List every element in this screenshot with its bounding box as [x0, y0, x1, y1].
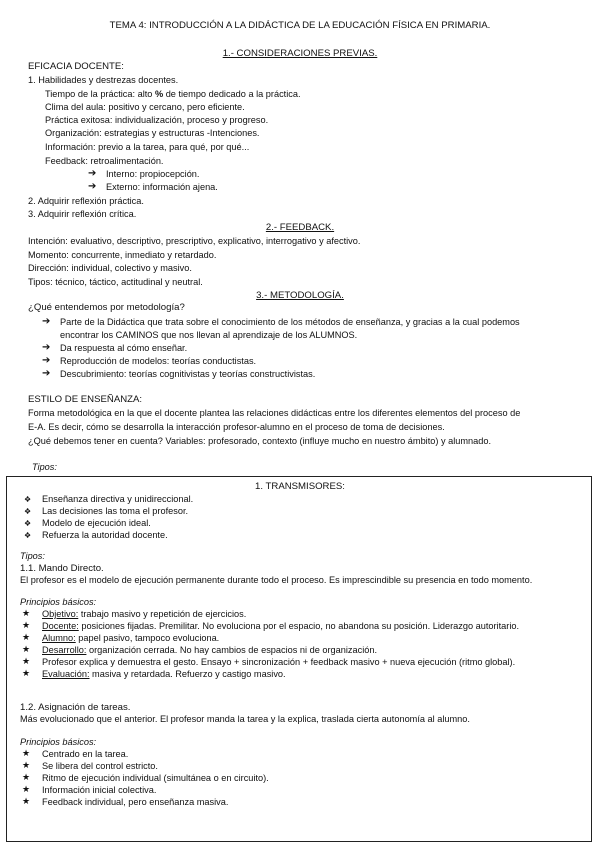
- eficacia-heading: EFICACIA DOCENTE:: [28, 61, 124, 72]
- interno-line: Interno: propiocepción.: [106, 169, 200, 179]
- asignacion-item: Se libera del control estricto.: [42, 761, 158, 771]
- principio-explica: Profesor explica y demuestra el gesto. Ensayo + sincronización + feedback masivo + nueva ejecución (ritmo global).: [42, 657, 516, 667]
- asignacion-item: Feedback individual, pero enseñanza masiva.: [42, 797, 229, 807]
- item-habilidades: 1. Habilidades y destrezas docentes.: [28, 75, 179, 85]
- item-reflexion-practica: 2. Adquirir reflexión práctica.: [28, 196, 144, 206]
- star-icon: ★: [22, 784, 31, 794]
- transmisores-heading: 1. TRANSMISORES:: [255, 481, 345, 492]
- transmisores-item: Modelo de ejecución ideal.: [42, 518, 151, 528]
- section1-heading: 1.- CONSIDERACIONES PREVIAS.: [222, 48, 378, 59]
- metodologia-question: ¿Qué entendemos por metodología?: [28, 302, 185, 313]
- arrow-icon: ➔: [42, 316, 51, 327]
- informacion-line: Información: previo a la tarea, para qué, por qué...: [45, 142, 250, 152]
- star-icon: ★: [22, 620, 31, 630]
- star-icon: ★: [22, 644, 31, 654]
- organizacion-line: Organización: estrategias y estructuras -Intenciones.: [45, 128, 260, 138]
- estilo-line3: ¿Qué debemos tener en cuenta? Variables: profesorado, contexto (influye mucho en nuestro ámbito) y alumnado.: [28, 436, 492, 446]
- tipos-label: Tipos:: [32, 462, 57, 472]
- reproduccion-line: Reproducción de modelos: teorías conductistas.: [60, 356, 257, 366]
- momento-line: Momento: concurrente, inmediato y retardado.: [28, 250, 217, 260]
- estilo-line2: E-A. Es decir, cómo se desarrolla la interacción profesor-alumno en el proceso de toma de decisiones.: [28, 422, 445, 432]
- principios-label: Principios básicos:: [20, 597, 97, 607]
- star-icon: ★: [22, 608, 31, 618]
- principio-desarrollo: Desarrollo: organización cerrada. No hay cambios de espacios ni de organización.: [42, 645, 378, 655]
- metodologia-def-line1: Parte de la Didáctica que trata sobre el conocimiento de los métodos de enseñanza, y gracias a la cual podemos: [60, 317, 520, 327]
- mando-directo-desc: El profesor es el modelo de ejecución permanente durante todo el proceso. Es imprescindible su presencia en todo momento.: [20, 575, 533, 585]
- diamond-icon: ❖: [24, 495, 32, 504]
- item-reflexion-critica: 3. Adquirir reflexión crítica.: [28, 209, 137, 219]
- arrow-icon: ➔: [42, 342, 51, 353]
- arrow-icon: ➔: [88, 168, 97, 179]
- direccion-line: Dirección: individual, colectivo y masivo.: [28, 263, 192, 273]
- mando-directo-heading: 1.1. Mando Directo.: [20, 563, 104, 574]
- document-title: TEMA 4: INTRODUCCIÓN A LA DIDÁCTICA DE LA EDUCACIÓN FÍSICA EN PRIMARIA.: [109, 20, 491, 31]
- principio-alumno: Alumno: papel pasivo, tampoco evoluciona.: [42, 633, 220, 643]
- estilo-heading: ESTILO DE ENSEÑANZA:: [28, 394, 143, 405]
- como-ensenar-line: Da respuesta al cómo enseñar.: [60, 343, 188, 353]
- descubrimiento-line: Descubrimiento: teorías cognitivistas y teorías constructivistas.: [60, 369, 316, 379]
- principio-objetivo: Objetivo: trabajo masivo y repetición de ejercicios.: [42, 609, 247, 619]
- intencion-line: Intención: evaluativo, descriptivo, prescriptivo, explicativo, interrogativo y afectivo.: [28, 236, 361, 246]
- practica-line: Práctica exitosa: individualización, proceso y progreso.: [45, 115, 269, 125]
- principios-label-2: Principios básicos:: [20, 737, 97, 747]
- diamond-icon: ❖: [24, 519, 32, 528]
- arrow-icon: ➔: [42, 368, 51, 379]
- metodologia-def-line2: encontrar los CAMINOS que nos llevan al aprendizaje de los ALUMNOS.: [60, 330, 358, 340]
- star-icon: ★: [22, 796, 31, 806]
- transmisores-item: Refuerza la autoridad docente.: [42, 530, 168, 540]
- star-icon: ★: [22, 668, 31, 678]
- arrow-icon: ➔: [42, 355, 51, 366]
- diamond-icon: ❖: [24, 507, 32, 516]
- asignacion-item: Ritmo de ejecución individual (simultánea o en circuito).: [42, 773, 269, 783]
- star-icon: ★: [22, 748, 31, 758]
- tipos-line: Tipos: técnico, táctico, actitudinal y neutral.: [28, 277, 203, 287]
- externo-line: Externo: información ajena.: [106, 182, 218, 192]
- asignacion-item: Centrado en la tarea.: [42, 749, 129, 759]
- asignacion-heading: 1.2. Asignación de tareas.: [20, 702, 131, 713]
- tiempo-line: Tiempo de la práctica: alto % de tiempo dedicado a la práctica.: [45, 89, 301, 99]
- star-icon: ★: [22, 656, 31, 666]
- star-icon: ★: [22, 632, 31, 642]
- clima-line: Clima del aula: positivo y cercano, pero eficiente.: [45, 102, 245, 112]
- estilo-line1: Forma metodológica en la que el docente plantea las relaciones didácticas entre los diferentes elementos del proceso de: [28, 408, 521, 418]
- transmisores-item: Enseñanza directiva y unidireccional.: [42, 494, 194, 504]
- principio-docente: Docente: posiciones fijadas. Premilitar. No evoluciona por el espacio, no abandona su posición. Liderazgo autoritario.: [42, 621, 520, 631]
- diamond-icon: ❖: [24, 531, 32, 540]
- star-icon: ★: [22, 760, 31, 770]
- asignacion-item: Información inicial colectiva.: [42, 785, 157, 795]
- principio-evaluacion: Evaluación: masiva y retardada. Refuerzo y castigo masivo.: [42, 669, 286, 679]
- asignacion-desc: Más evolucionado que el anterior. El profesor manda la tarea y la explica, traslada cierta autonomía al alumno.: [20, 714, 470, 724]
- section2-heading: 2.- FEEDBACK.: [265, 222, 335, 233]
- transmisores-item: Las decisiones las toma el profesor.: [42, 506, 189, 516]
- arrow-icon: ➔: [88, 181, 97, 192]
- box-tipos-label: Tipos:: [20, 551, 45, 561]
- star-icon: ★: [22, 772, 31, 782]
- section3-heading: 3.- METODOLOGÍA.: [256, 290, 344, 301]
- feedback-line: Feedback: retroalimentación.: [45, 156, 164, 166]
